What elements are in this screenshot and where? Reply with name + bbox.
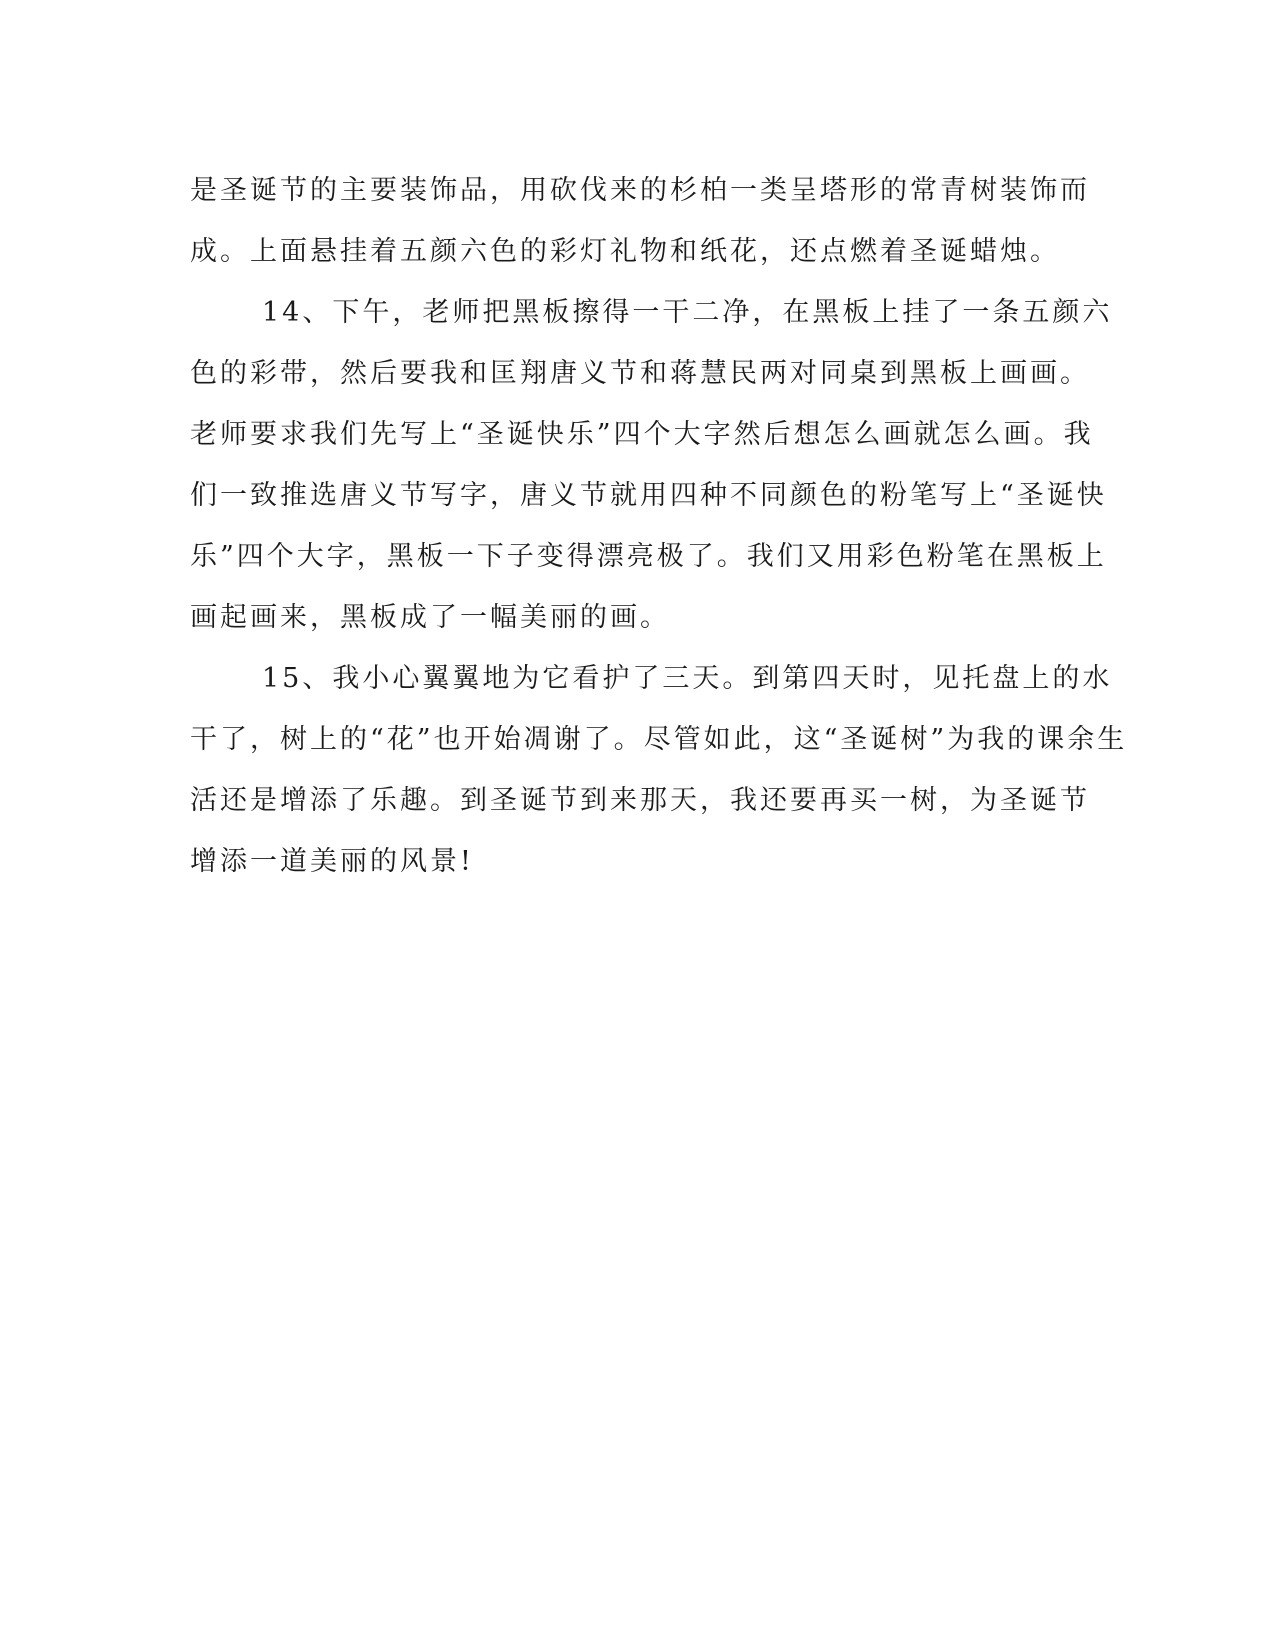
text-line: 活还是增添了乐趣。到圣诞节到来那天，我还要再买一树，为圣诞节: [190, 785, 1090, 816]
text-line: 色的彩带，然后要我和匡翔唐义节和蒋慧民两对同桌到黑板上画画。: [190, 358, 1090, 389]
document-body: [190, 160, 1128, 892]
text-line: 画起画来，黑板成了一幅美丽的画。: [190, 602, 670, 633]
text-line: 15、我小心翼翼地为它看护了三天。到第四天时，见托盘上的水: [262, 663, 1113, 694]
text-line: 乐”四个大字，黑板一下子变得漂亮极了。我们又用彩色粉笔在黑板上: [190, 541, 1107, 572]
text-line: 是圣诞节的主要装饰品，用砍伐来的杉柏一类呈塔形的常青树装饰而: [190, 175, 1090, 206]
text-line: 干了，树上的“花”也开始凋谢了。尽管如此，这“圣诞树”为我的课余生: [190, 724, 1128, 755]
text-line: 们一致推选唐义节写字，唐义节就用四种不同颜色的粉笔写上“圣诞快: [190, 480, 1107, 511]
text-line: 成。上面悬挂着五颜六色的彩灯礼物和纸花，还点燃着圣诞蜡烛。: [190, 236, 1060, 267]
paragraph-christmas-tree: [190, 160, 1090, 282]
paragraph-14: [190, 282, 1113, 648]
paragraph-15: [190, 648, 1128, 892]
text-line: 14、下午，老师把黑板擦得一干二净，在黑板上挂了一条五颜六: [262, 297, 1113, 328]
text-line: 增添一道美丽的风景!: [190, 846, 474, 877]
text-line: 老师要求我们先写上“圣诞快乐”四个大字然后想怎么画就怎么画。我: [190, 419, 1094, 450]
